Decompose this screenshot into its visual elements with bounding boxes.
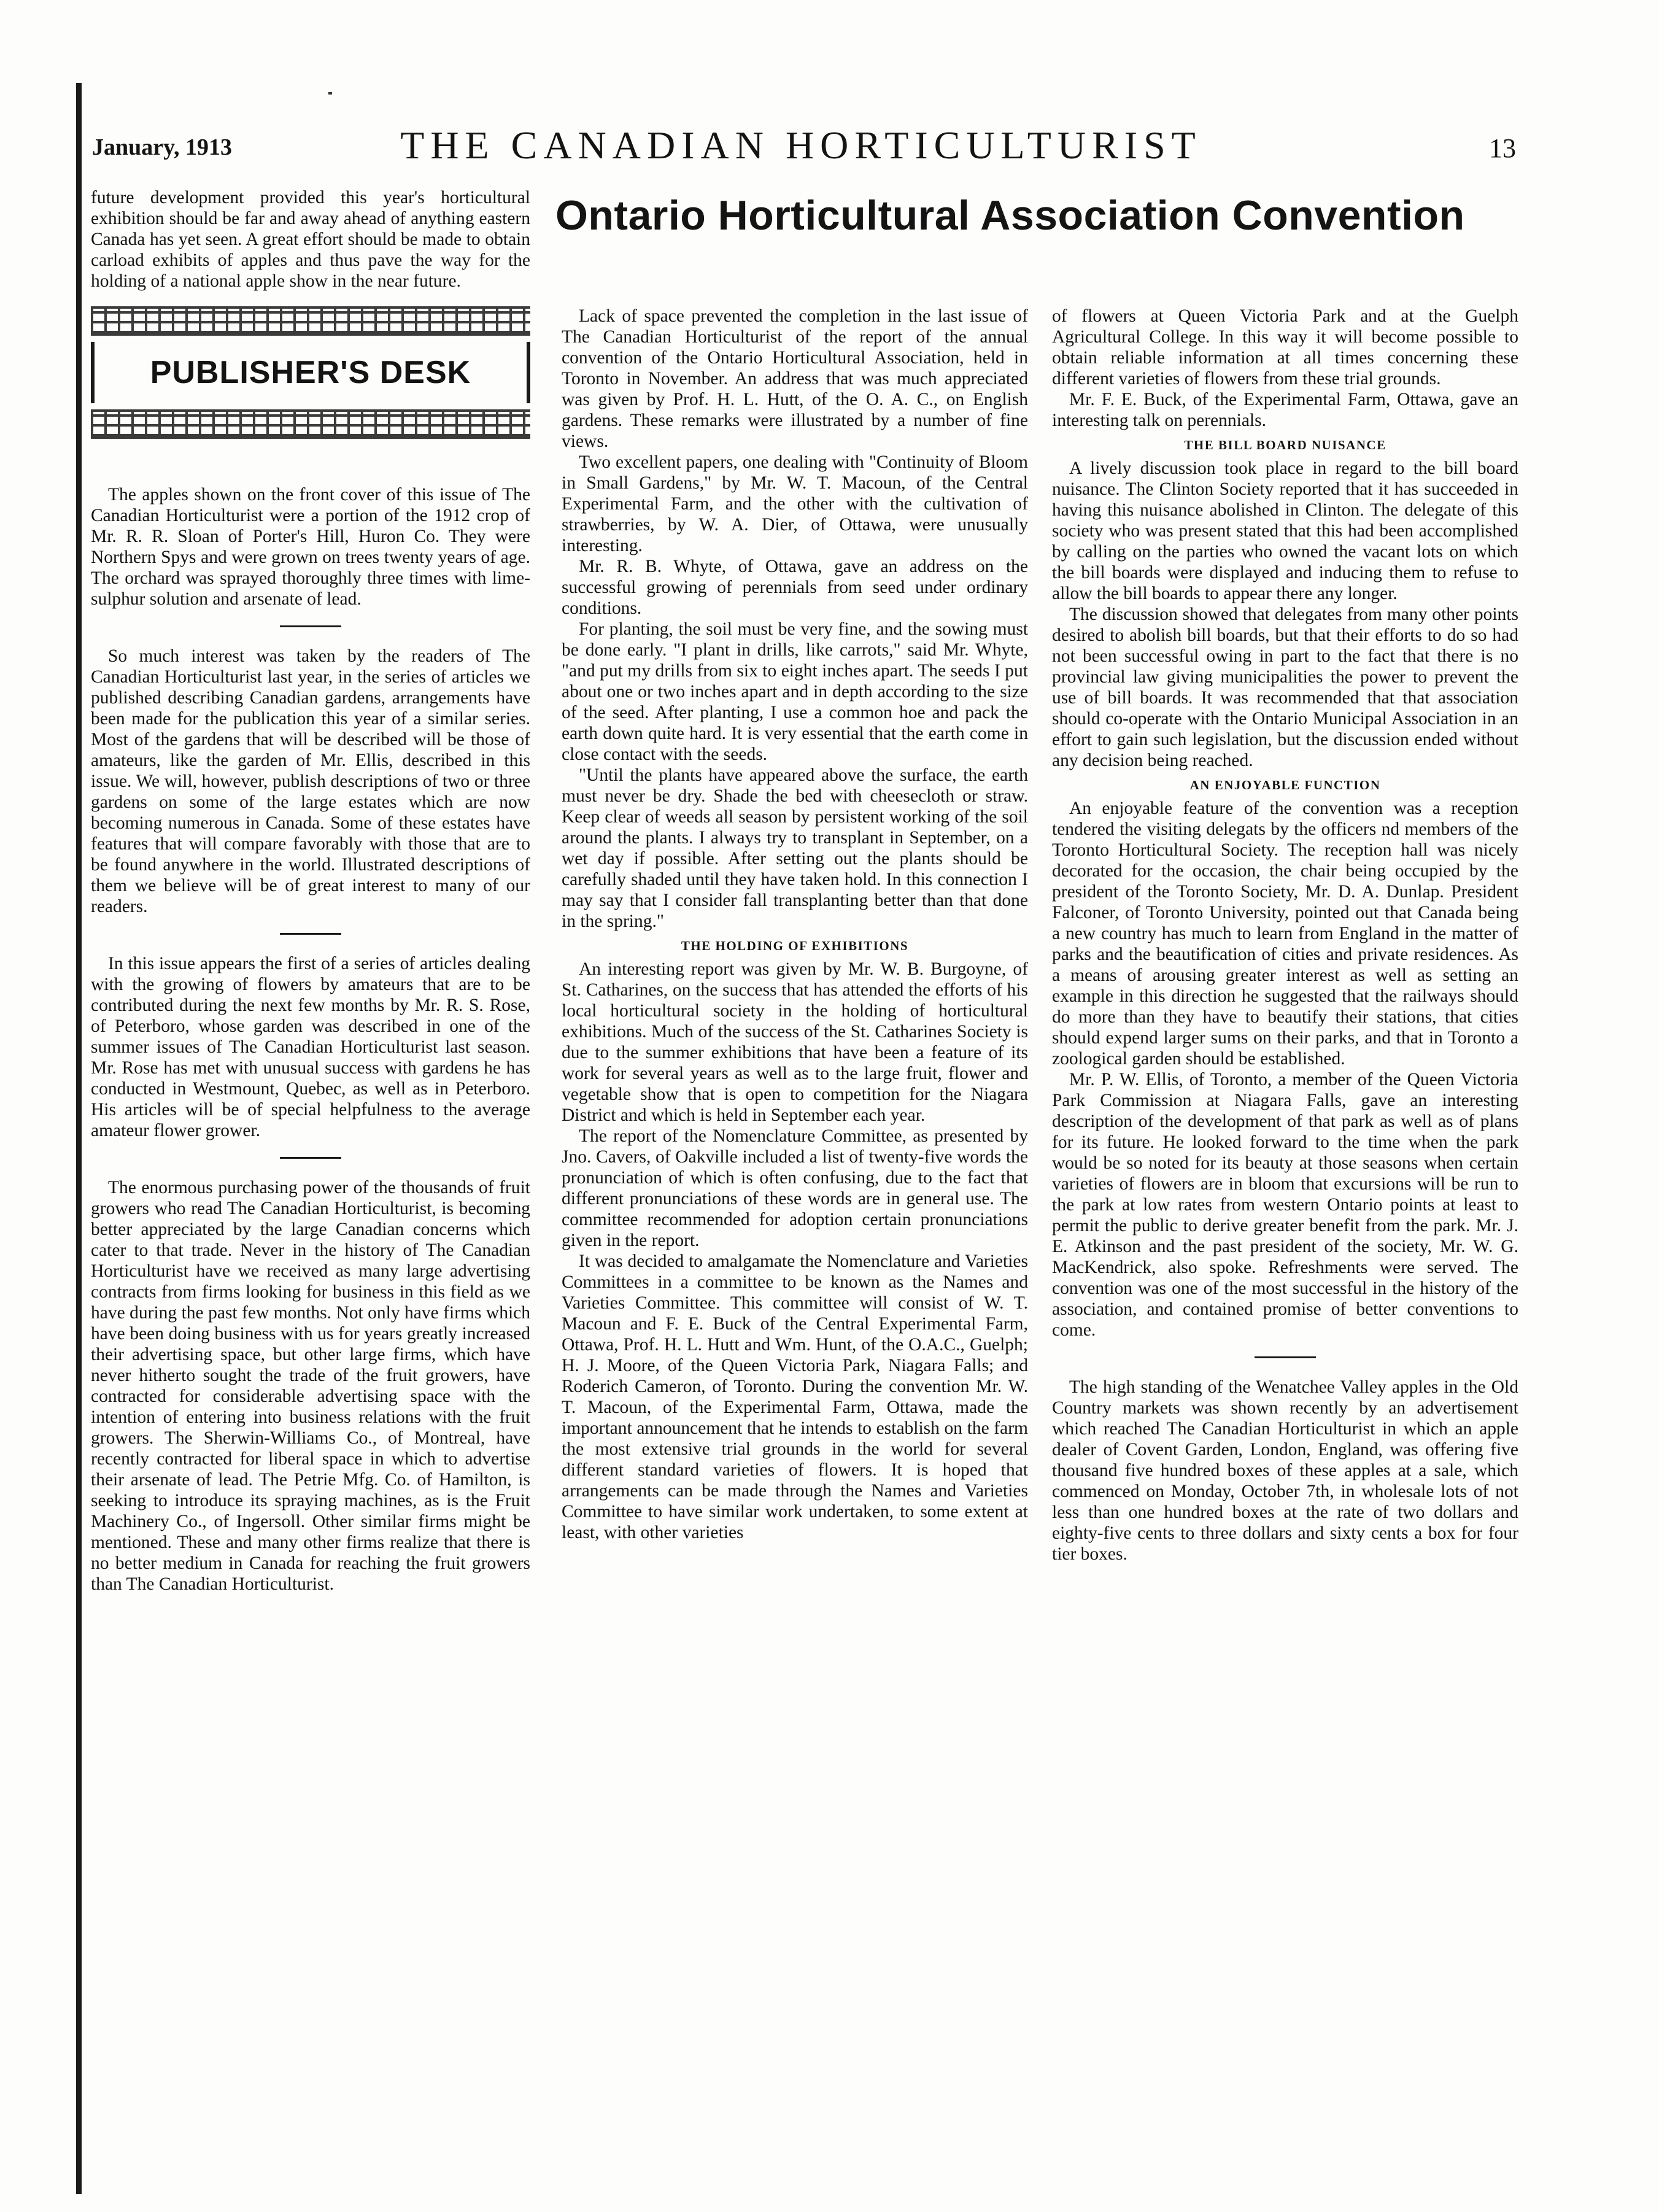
publishers-desk-banner — [91, 306, 530, 460]
paragraph: Mr. R. B. Whyte, of Ottawa, gave an address on the successful growing of perennials from seed under ordinary conditions. — [562, 557, 1028, 618]
banner-center — [91, 342, 530, 403]
issue-date: January, 1913 — [92, 134, 233, 160]
paragraph: In this issue appears the first of a series of articles dealing with the growing of flowers by amateurs that are to be contributed during the next few months by Mr. R. S. Rose, of Peterboro, whose garden was described in one of the summer issues of The Canadian Horticulturist last season. Mr. Rose has met with unusual success with gardens he has conducted in Westmount, Quebec, as well as in Peterboro. His articles will be of special helpfulness to the average amateur flower grower. — [91, 954, 530, 1140]
separator-rule — [1255, 1356, 1316, 1358]
paragraph: Mr. P. W. Ellis, of Toronto, a member of the Queen Victoria Park Commission at Niagara Falls, gave an interesting description of the development of that park as well as of plans for its future. He looked forward to the time when the park would be so noted for its beauty at those seasons when certain varieties of flowers are in bloom that excursions will be run to the park at low rates from western Ontario points at least to permit the public to derive greater benefit from the park. Mr. J. E. Atkinson and the past president of the society, Mr. W. G. MacKendrick, also spoke. Refreshments were served. The convention was one of the most successful in the history of the association, and contained promise of better conventions to come. — [1052, 1070, 1518, 1340]
separator-rule — [280, 625, 341, 627]
paragraph: It was decided to amalgamate the Nomenclature and Varieties Committees in a committee to be known as the Names and Varieties Committee. This committee will consist of W. T. Macoun and F. E. Buck of the Central Experimental Farm, Ottawa, Prof. H. L. Hutt and Wm. Hunt, of the O.A.C., Guelph; H. J. Moore, of the Queen Victoria Park, Niagara Falls; and Roderich Cameron, of Toronto. During the convention Mr. W. T. Macoun, of the Experimental Farm, Ottawa, made the important announcement that he intends to establish on the farm the most extensive trial grounds in the world for several different standard varieties of flowers. It is hoped that arrangements can be made through the Names and Varieties Committee to have similar work undertaken, to some extent at least, with other varieties — [562, 1251, 1028, 1542]
article-title: Ontario Horticultural Association Convention — [555, 192, 1465, 239]
page-header — [86, 123, 1516, 178]
paragraph: The high standing of the Wenatchee Valley apples in the Old Country markets was shown recently by an advertisement which reached The Canadian Horticulturist in which an apple dealer of Covent Garden, London, England, was offering five thousand five hundred boxes of these apples at a sale, which commenced on Monday, October 7th, in wholesale lots of not less than one hundred boxes at the rate of two dollars and eighty-five cents to three dollars and sixty cents a box for four tier boxes. — [1052, 1377, 1518, 1564]
paragraph: An enjoyable feature of the convention was a reception tendered the visiting delegats by the officers nd members of the Toronto Horticultural Society. The reception hall was nicely decorated for the occasion, the chair being occupied by the president of the Toronto Society, Mr. D. A. Dunlap. President Falconer, of Toronto University, pointed out that Canada being a new country has much to learn from England in the matter of parks and the beautification of cities and private residences. As a means of arousing greater interest as well as setting an example in this direction he suggested that the railways should do more than they have to beautify their stations, that cities should expend larger sums on their parks, and that in Toronto a zoological garden should be established. — [1052, 799, 1518, 1069]
print-mark — [328, 92, 332, 95]
paragraph: The discussion showed that delegates from many other points desired to abolish bill boards, but that their efforts to do so had not been successful owing in part to the fact that there is no provincial law giving municipalities the power to prevent the use of bill boards. It was recommended that that association should co-operate with the Ontario Municipal Association in an effort to gain such legislation, but the discussion ended without any decision being reached. — [1052, 605, 1518, 770]
paragraph: The enormous purchasing power of the thousands of fruit growers who read The Canadian Horticulturist, is becoming better appreciated by the large Canadian concerns which cater to that trade. Never in the history of The Canadian Horticulturist have we received as many large advertising contracts from firms looking for business in this field as we have during the past few months. Not only have firms which have been doing business with us for years greatly increased their advertising space, but other large firms, which have never hitherto sought the trade of the fruit growers, have contracted for considerable advertising space with the intention of entering into business relations with the fruit growers. The Sherwin-Williams Co., of Montreal, have recently contracted for liberal space in which to advertise their arsenate of lead. The Petrie Mfg. Co. of Hamilton, is seeking to introduce its spraying machines, as is the Fruit Machinery Co., of Ingersoll. Other similar firms might be mentioned. These and many other firms realize that there is no better medium in Canada for reaching the fruit growers than The Canadian Horticulturist. — [91, 1178, 530, 1594]
page-number: 13 — [1489, 133, 1516, 163]
paragraph: Mr. F. E. Buck, of the Experimental Farm, Ottawa, gave an interesting talk on perennials. — [1052, 390, 1518, 430]
paragraph: A lively discussion took place in regard to the bill board nuisance. The Clinton Society reported that it has succeeded in having this nuisance abolished in Clinton. The delegate of this society who was present stated that this had been accomplished by calling on the parties who owned the vacant lots on which the bill boards were displayed and inducing them to refuse to allow the bill boards to appear there any longer. — [1052, 458, 1518, 603]
greek-key-border-bottom — [91, 409, 530, 439]
paragraph: "Until the plants have appeared above the surface, the earth must never be dry. Shade the bed with cheesecloth or straw. Keep clear of weeds all season by persistent working of the soil around the plants. I always try to transplant in September, on a wet day if possible. After setting out the plants should be carefully shaded until they have taken hold. In this connection I may say that I consider fall transplanting better than that done in the spring." — [562, 765, 1028, 931]
section-subhead: AN ENJOYABLE FUNCTION — [1189, 778, 1381, 792]
section-subhead: THE HOLDING OF EXHIBITIONS — [681, 938, 909, 953]
publishers-desk-heading: PUBLISHER'S DESK — [150, 355, 471, 390]
greek-key-border-top — [91, 306, 530, 336]
paragraph: Lack of space prevented the completion in the last issue of The Canadian Horticulturist of the report of the annual convention of the Ontario Horticultural Association, held in Toronto in November. An address that was much appreciated was given by Prof. H. L. Hutt, of the O. A. C., on English gardens. These remarks were illustrated by a number of fine views. — [562, 306, 1028, 451]
paragraph: of flowers at Queen Victoria Park and at the Guelph Agricultural College. In this way it will become possible to obtain reliable information at all times concerning these different varieties of flowers from these trial grounds. — [1052, 306, 1518, 389]
middle-column — [562, 306, 1028, 1543]
paragraph: The apples shown on the front cover of this issue of The Canadian Horticulturist were a portion of the 1912 crop of Mr. R. R. Sloan of Porter's Hill, Huron Co. They were Northern Spys and were grown on trees twenty years of age. The orchard was sprayed thoroughly three times with lime-sulphur solution and arsenate of lead. — [91, 485, 530, 609]
intro-paragraph: future development provided this year's horticultural exhibition should be far and away ahead of anything eastern Canada has yet seen. A great effort should be made to obtain carload exhibits of apples and thus pave the way for the holding of a national apple show in the near future. — [91, 188, 530, 291]
paragraph: Two excellent papers, one dealing with "Continuity of Bloom in Small Gardens," by Mr. W. T. Macoun, of the Central Experimental Farm, and the other with the cultivation of strawberries, by W. A. Dier, of Ottawa, were unusually interesting. — [562, 452, 1028, 555]
paragraph: So much interest was taken by the readers of The Canadian Horticulturist last year, in the series of articles we published describing Canadian gardens, arrangements have been made for the publication this year of a similar series. Most of the gardens that will be described will be those of amateurs, like the garden of Mr. Ellis, described in this issue. We will, however, publish descriptions of two or three gardens on some of the large estates which are now becoming numerous in Canada. Some of these estates have features that will compare favorably with those that are to be found anywhere in the world. Illustrated descriptions of them we believe will be of great interest to many of our readers. — [91, 646, 530, 916]
right-column — [1052, 306, 1518, 1564]
separator-rule — [280, 933, 341, 935]
paragraph: An interesting report was given by Mr. W. B. Burgoyne, of St. Catharines, on the success that has attended the efforts of his local horticultural society in the holding of horticultural exhibitions. Much of the success of the St. Catharines Society is due to the summer exhibitions that have been a feature of its work for several years as well as to the large fruit, flower and vegetable show that is open to competition for the Niagara District and which is held in September each year. — [562, 959, 1028, 1125]
paragraph: For planting, the soil must be very fine, and the sowing must be done early. "I plant in drills, like carrots," said Mr. Whyte, "and put my drills from six to eight inches apart. The seeds I put about one or two inches apart and in depth according to the size of the seed. After planting, I use a common hoe and pack the earth down quite hard. It is very essential that the earth come in close contact with the seeds. — [562, 619, 1028, 764]
left-margin-rule — [76, 83, 82, 2194]
paragraph: The report of the Nomenclature Committee, as presented by Jno. Cavers, of Oakville included a list of twenty-five words the pronunciation of which is often confusing, due to the fact that different pronunciations of these words are in general use. The committee recommended for adoption certain pronunciations given in the report. — [562, 1126, 1028, 1250]
separator-rule — [280, 1157, 341, 1159]
section-subhead: THE BILL BOARD NUISANCE — [1184, 438, 1386, 452]
left-column — [91, 187, 530, 1595]
magazine-title: THE CANADIAN HORTICULTURIST — [400, 123, 1202, 167]
